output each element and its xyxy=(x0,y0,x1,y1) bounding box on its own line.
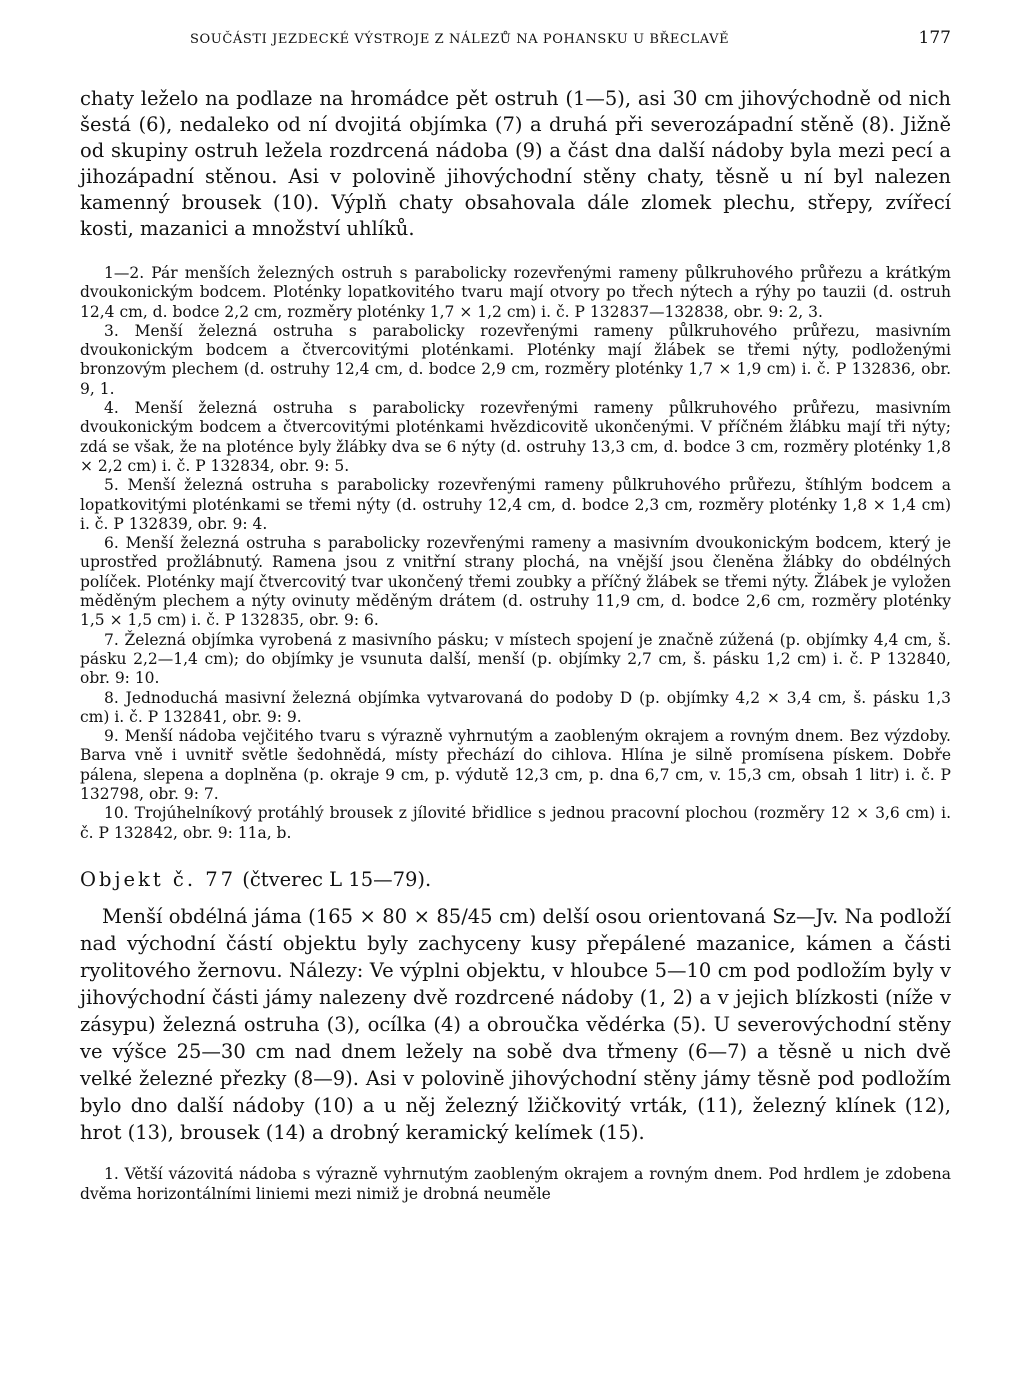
find-item-4: 4. Menší železná ostruha s parabolicky rozevřenými rameny půlkruhového průřezu, masivním dvoukonickým bodcem a čtvercovitými ploténkami hvězdicovitě ukončenými. V příčném žlábku mají tři nýty; zdá se však, že na ploténce byly žlábky dva se 6 nýty (d. ostruhy 13,3 cm, d. bodce 3 cm, rozměry ploténky 1,8 × 2,2 cm) i. č. P 132834, obr. 9: 5. xyxy=(80,399,951,475)
find-item-10: 10. Trojúhelníkový protáhlý brousek z jílovité břidlice s jednou pracovní plochou (rozměry 12 × 3,6 cm) i. č. P 132842, obr. 9: 11a, b. xyxy=(80,804,951,842)
object-paragraph: Menší obdélná jáma (165 × 80 × 85/45 cm) delší osou orientovaná Sz—Jv. Na podloží nad východní částí objektu byly zachyceny kusy přepálené mazanice, kámen a části ryolitového žernovu. Nálezy: Ve výplni objektu, v hloubce 5—10 cm pod podložím byly v jihovýchodní části jámy nalezeny dvě rozdrcené nádoby (1, 2) a v jejich blízkosti (níže v zásypu) železná ostruha (3), ocílka (4) a obroučka vědérka (5). U severovýchodní stěny ve výšce 25—30 cm nad dnem ležely na sobě dva třmeny (6—7) a těsně u nich dvě velké železné přezky (8—9). Asi v polovině jihovýchodní stěny jámy těsně pod podložím bylo dno další nádoby (10) a u něj železný lžičkovitý vrták, (11), železný klínek (12), hrot (13), brousek (14) a drobný keramický kelímek (15). xyxy=(80,904,951,1144)
find-item-5: 5. Menší železná ostruha s parabolicky rozevřenými rameny půlkruhového průřezu, štíhlým bodcem a lopatkovitými ploténkami se třemi nýty (d. ostruhy 12,4 cm, d. bodce 2,3 cm, rozměry ploténky 1,8 × 1,4 cm) i. č. P 132839, obr. 9: 4. xyxy=(80,476,951,533)
running-header xyxy=(190,28,951,60)
find-item-1-2: 1—2. Pár menších železných ostruh s parabolicky rozevřenými rameny půlkruhového průřezu a krátkým dvoukonickým bodcem. Ploténky lopatkovitého tvaru mají otvory po třech nýtech a rýhy po tauzii (d. ostruh 12,4 cm, d. bodce 2,2 cm, rozměry ploténky 1,7 × 1,2 cm) i. č. P 132837—132838, obr. 9: 2, 3. xyxy=(80,264,951,321)
page-number: 177 xyxy=(918,28,951,48)
page xyxy=(80,28,951,1204)
find-item-6: 6. Menší železná ostruha s parabolicky rozevřenými rameny a masivním dvoukonickým bodcem, který je uprostřed prožlábnutý. Ramena jsou z vnitřní strany plochá, na vnější jsou členěna žlábky do obdélných políček. Ploténky mají čtvercovitý tvar ukončený třemi zoubky a příčný žlábek se třemi nýty. Žlábek je vyložen měděným plechem a nýty ovinuty měděným drátem (d. ostruhy 11,9 cm, d. bodce 2,6 cm, rozměry ploténky 1,5 × 1,5 cm) i. č. P 132835, obr. 9: 6. xyxy=(80,534,951,630)
object-heading xyxy=(80,867,951,893)
object-find-list xyxy=(80,1165,951,1204)
find-item-3: 3. Menší železná ostruha s parabolicky rozevřenými rameny půlkruhového průřezu, masivním dvoukonickým bodcem a čtvercovitými ploténkami. Ploténky mají žlábek se třemi nýty, podloženými bronzovým plechem (d. ostruhy 12,4 cm, d. bodce 2,9 cm, rozměry ploténky 1,7 × 1,9 cm) i. č. P 132836, obr. 9, 1. xyxy=(80,321,951,398)
running-title: SOUČÁSTI JEZDECKÉ VÝSTROJE Z NÁLEZŮ NA POHANSKU U BŘECLAVĚ xyxy=(190,32,730,47)
find-item-9: 9. Menší nádoba vejčitého tvaru s výrazně vyhrnutým a zaobleným okrajem a rovným dnem. Bez výzdoby. Barva vně i uvnitř světle šedohnědá, místy přechází do cihlova. Hlína je silně promísena pískem. Dobře pálena, slepena a doplněna (p. okraje 9 cm, p. výdutě 12,3 cm, p. dna 6,7 cm, v. 15,3 cm, obsah 1 litr) i. č. P 132798, obr. 9: 7. xyxy=(80,727,951,804)
find-list xyxy=(80,264,951,843)
lead-paragraph: chaty leželo na podlaze na hromádce pět ostruh (1—5), asi 30 cm jihovýchodně od nich šestá (6), nedaleko od ní dvojitá objímka (7) a druhá při severozápadní stěně (8). Jižně od skupiny ostruh ležela rozdrcená nádoba (9) a část dna další nádoby byla mezi pecí a jihozápadní stěnou. Asi v polovině jihovýchodní stěny chaty, těsně u ní byl nalezen kamenný brousek (10). Výplň chaty obsahovala dále zlomek plechu, střepy, zvířecí kosti, mazanici a množství uhlíků. xyxy=(80,87,951,240)
object-label: Objekt č. 77 xyxy=(80,867,237,891)
find-item-7: 7. Železná objímka vyrobená z masivního pásku; v místech spojení je značně zúžená (p. objímky 4,4 cm, š. pásku 2,2—1,4 cm); do objímky je vsunuta další, menší (p. objímky 2,7 cm, š. pásku 1,2 cm) i. č. P 132840, obr. 9: 10. xyxy=(80,630,951,688)
object-find-item-1: 1. Větší vázovitá nádoba s výrazně vyhrnutým zaobleným okrajem a rovným dnem. Pod hrdlem je zdobena dvěma horizontálními liniemi mezi nimiž je drobná neuměle xyxy=(80,1165,951,1203)
find-item-8: 8. Jednoduchá masivní železná objímka vytvarovaná do podoby D (p. objímky 4,2 × 3,4 cm, š. pásku 1,3 cm) i. č. P 132841, obr. 9: 9. xyxy=(80,688,951,726)
object-detail: (čtverec L 15—79). xyxy=(242,867,432,891)
